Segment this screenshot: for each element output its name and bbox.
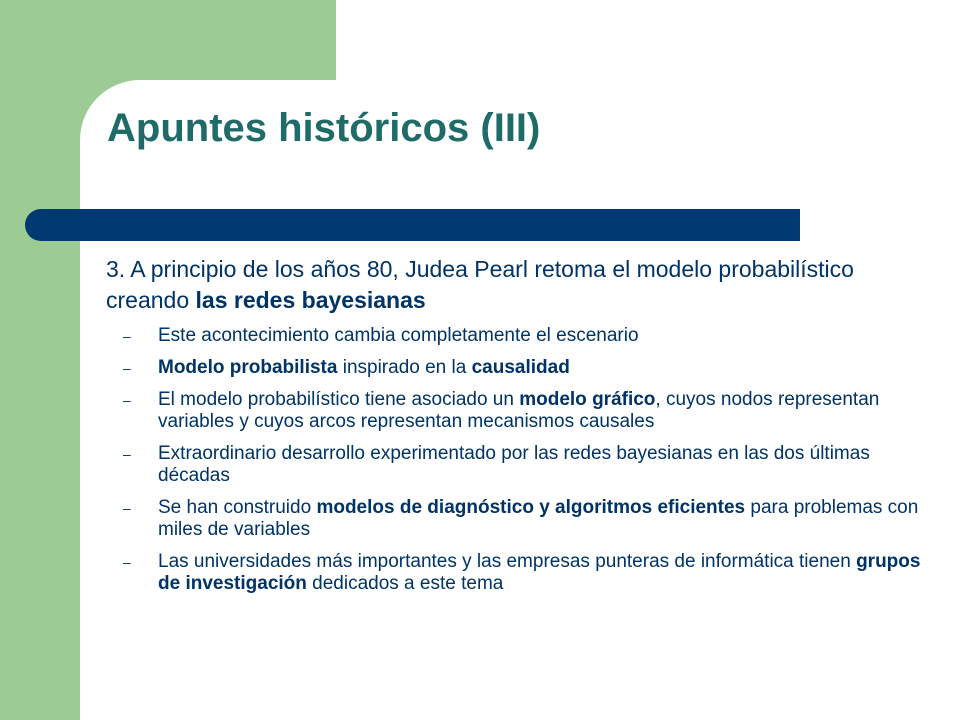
sub-point-emphasis: Modelo probabilista [158,357,338,378]
sub-point-text: Este acontecimiento cambia completamente el escenario [158,325,639,346]
sub-point [106,551,926,595]
sub-point-text: inspirado en la [337,357,472,378]
sub-point-text: Se han construido [158,497,317,518]
bullet-dash: – [123,360,131,376]
title-underline-bar [25,209,800,241]
sub-point-emphasis: grupos de investigación [158,551,921,594]
sub-point-emphasis: modelos de diagnóstico y algoritmos eficientes [316,497,746,518]
main-point-text: 3. A principio de los años 80, Judea Pearl retoma el modelo probabilístico creando [106,256,854,313]
sub-point-list [106,325,926,595]
sub-point [106,497,926,541]
sub-point-text: , cuyos nodos representan variables y cuyos arcos representan mecanismos causales [158,389,880,432]
bullet-dash: – [123,328,131,344]
sub-point-text: dedicados a este tema [306,573,504,594]
slide-title: Apuntes históricos (III) [107,106,541,150]
sub-point-emphasis: modelo gráfico [519,389,656,410]
slide-content [106,254,926,605]
sub-point-text: para problemas con miles de variables [158,497,919,540]
sub-point [106,443,926,487]
bullet-dash: – [123,554,131,570]
sub-point [106,389,926,433]
sub-point-text: Extraordinario desarrollo experimentado por las redes bayesianas en las dos últimas décadas [158,443,870,486]
sub-point-text: Las universidades más importantes y las empresas punteras de informática tienen [158,551,857,572]
sub-point-text: El modelo probabilístico tiene asociado un [158,389,520,410]
main-point-emphasis: las redes bayesianas [195,287,426,313]
main-point [106,254,926,316]
sub-point-emphasis: causalidad [471,357,570,378]
sub-point [106,325,926,347]
bullet-dash: – [123,446,131,462]
sub-point [106,357,926,379]
bullet-dash: – [123,392,131,408]
bullet-dash: – [123,500,131,516]
